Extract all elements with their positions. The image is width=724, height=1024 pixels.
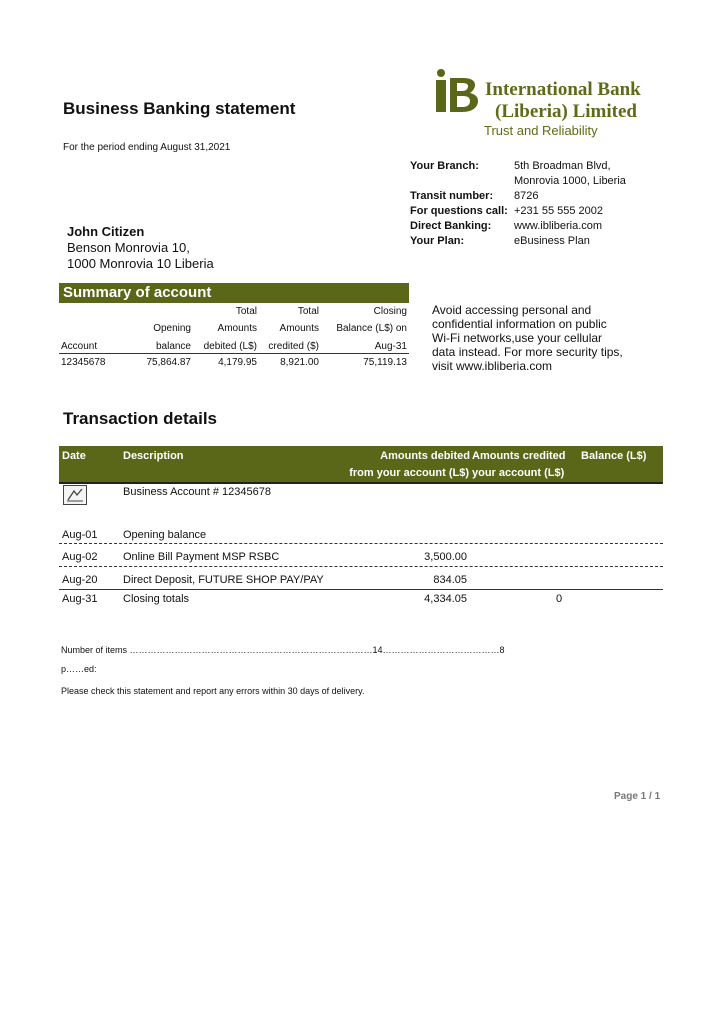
col-debited-2: Amounts xyxy=(217,323,257,334)
col-credited-2: Amounts xyxy=(279,323,319,334)
col-closing-1: Closing xyxy=(373,306,407,317)
transit-value: 8726 xyxy=(514,190,539,202)
plan-label: Your Plan: xyxy=(410,235,465,247)
branch-info xyxy=(410,159,626,249)
col-opening-1: Opening xyxy=(153,323,191,334)
bank-logo xyxy=(432,68,482,120)
tip-line-5: visit www.ibliberia.com xyxy=(432,359,553,373)
transactions-header-bar xyxy=(59,446,663,484)
summary-closing: 75,119.13 xyxy=(363,357,407,368)
tip-line-3: Wi-Fi networks,use your cellular xyxy=(432,331,603,345)
items-count-line: Number of items ………………………………………………………………………14…………………………………8 xyxy=(61,645,505,655)
tip-line-2: confidential information on public xyxy=(432,317,607,331)
branch-label: Your Branch: xyxy=(410,160,479,172)
tip-line-1: Avoid accessing personal and xyxy=(432,303,592,317)
col-account: Account xyxy=(61,341,98,352)
branch-value-2: Monrovia 1000, Liberia xyxy=(514,175,626,187)
row-description: Online Bill Payment MSP RSBC xyxy=(123,551,280,563)
customer-name: John Citizen xyxy=(67,224,145,239)
summary-data-row xyxy=(59,354,409,370)
bank-name-line2: (Liberia) Limited xyxy=(495,101,637,122)
customer-address-block xyxy=(67,224,214,272)
col-credited-1: Total xyxy=(297,306,319,317)
direct-banking-value: www.ibliberia.com xyxy=(514,220,603,232)
row-debit: 834.05 xyxy=(433,574,467,586)
row-description: Opening balance xyxy=(123,529,207,541)
summary-header-row xyxy=(59,305,409,354)
summary-account: 12345678 xyxy=(61,357,106,368)
row-date: Aug-31 xyxy=(62,593,98,605)
col-closing-2: Balance (L$) on xyxy=(336,323,407,334)
col-description: Description xyxy=(123,450,184,462)
col-debit-2: from your account (L$) xyxy=(349,467,469,479)
review-note: Please check this statement and report any errors within 30 days of delivery. xyxy=(61,686,365,696)
summary-opening: 75,864.87 xyxy=(146,357,191,368)
col-opening-2: balance xyxy=(155,341,191,352)
security-tip xyxy=(432,303,623,373)
tip-line-4: data instead. For more security tips, xyxy=(432,345,623,359)
transactions-table xyxy=(59,528,663,608)
document-icon xyxy=(63,485,87,505)
questions-value: +231 55 555 2002 xyxy=(514,205,604,217)
questions-label: For questions call: xyxy=(410,205,508,217)
summary-debited: 4,179.95 xyxy=(218,357,257,368)
branch-value: 5th Broadman Blvd, xyxy=(514,160,611,172)
row-debit: 4,334.05 xyxy=(424,593,467,605)
summary-table xyxy=(59,305,409,370)
col-credited-3: credited ($) xyxy=(268,341,319,352)
table-row xyxy=(59,544,663,567)
col-balance: Balance (L$) xyxy=(581,450,647,462)
account-line: Business Account # 12345678 xyxy=(123,486,272,498)
transit-label: Transit number: xyxy=(410,190,494,202)
row-date: Aug-02 xyxy=(62,551,98,563)
col-date: Date xyxy=(62,450,86,462)
summary-credited: 8,921.00 xyxy=(280,357,319,368)
col-debited-1: Total xyxy=(235,306,257,317)
plan-value: eBusiness Plan xyxy=(514,235,590,247)
table-row xyxy=(59,567,663,590)
table-row xyxy=(59,590,663,608)
col-debit-1: Amounts debited xyxy=(380,450,470,462)
col-debited-3: debited (L$) xyxy=(203,341,257,352)
direct-banking-label: Direct Banking: xyxy=(410,220,492,232)
bank-name-line1: International Bank xyxy=(485,79,641,100)
processed-line: p……ed: xyxy=(61,664,97,674)
col-credit-2: your account (L$) xyxy=(472,467,565,479)
col-closing-3: Aug-31 xyxy=(374,341,407,352)
page-number: Page 1 / 1 xyxy=(614,791,661,802)
row-credit: 0 xyxy=(556,593,563,605)
summary-title: Summary of account xyxy=(63,284,212,301)
customer-address-line1: Benson Monrovia 10, xyxy=(67,240,190,255)
bank-tagline: Trust and Reliability xyxy=(484,123,598,138)
row-debit: 3,500.00 xyxy=(424,551,467,563)
customer-address-line2: 1000 Monrovia 10 Liberia xyxy=(67,256,214,271)
row-description: Closing totals xyxy=(123,593,190,605)
row-date: Aug-01 xyxy=(62,529,98,541)
col-credit-1: Amounts credited xyxy=(472,450,566,462)
row-description: Direct Deposit, FUTURE SHOP PAY/PAY xyxy=(123,574,324,586)
transactions-title: Transaction details xyxy=(63,409,217,428)
statement-period: For the period ending August 31,2021 xyxy=(63,142,231,153)
table-row xyxy=(59,528,663,544)
summary-header-bar xyxy=(59,283,409,303)
statement-title: Business Banking statement xyxy=(63,99,296,118)
row-date: Aug-20 xyxy=(62,574,98,586)
